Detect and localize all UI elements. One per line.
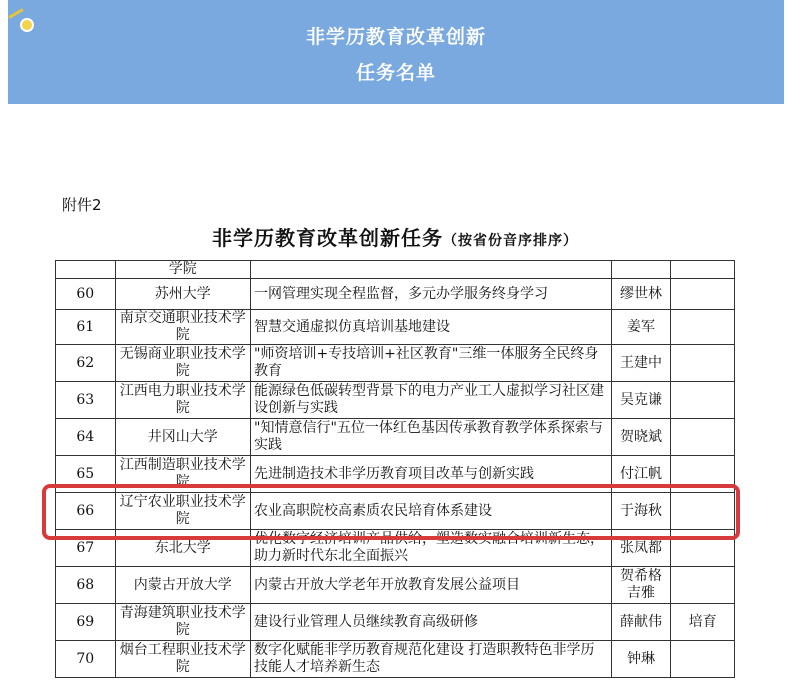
cell-number: 61 <box>56 310 116 345</box>
title-subtitle: （按省份音序排序） <box>443 233 578 249</box>
table-row <box>56 456 735 493</box>
cell-school: 井冈山大学 <box>115 419 250 456</box>
cell-number: 69 <box>56 604 116 641</box>
cell-number: 66 <box>56 493 116 530</box>
cell-person: 姜军 <box>611 310 671 345</box>
cell-person: 付江帆 <box>611 456 671 493</box>
cell-number: 60 <box>56 279 116 310</box>
cell-number: 65 <box>56 456 116 493</box>
cell-note <box>671 419 735 456</box>
cell-school: 苏州大学 <box>115 279 250 310</box>
cell-task: "师资培训+专技培训+社区教育"三维一体服务全民终身教育 <box>251 345 612 382</box>
cell-number: 67 <box>56 530 116 567</box>
cell-school: 烟台工程职业技术学院 <box>115 641 250 678</box>
table-row <box>56 419 735 456</box>
table-row <box>56 493 735 530</box>
cell-school: 南京交通职业技术学院 <box>115 310 250 345</box>
cell-note <box>671 261 735 279</box>
cell-note <box>671 567 735 604</box>
table-row <box>56 345 735 382</box>
cell-number: 68 <box>56 567 116 604</box>
cell-note <box>671 382 735 419</box>
cell-task: 建设行业管理人员继续教育高级研修 <box>251 604 612 641</box>
cell-note <box>671 310 735 345</box>
table-row <box>56 567 735 604</box>
cell-person: 钟琳 <box>611 641 671 678</box>
task-table <box>55 260 735 678</box>
cell-number: 64 <box>56 419 116 456</box>
cell-number: 63 <box>56 382 116 419</box>
cell-note <box>671 279 735 310</box>
cell-task: 先进制造技术非学历教育项目改革与创新实践 <box>251 456 612 493</box>
table-row <box>56 310 735 345</box>
header-banner <box>8 0 784 104</box>
cell-person: 王建中 <box>611 345 671 382</box>
table-row <box>56 604 735 641</box>
cell-number: 70 <box>56 641 116 678</box>
task-table-container <box>55 261 735 688</box>
cell-note <box>671 493 735 530</box>
cell-task: 智慧交通虚拟仿真培训基地建设 <box>251 310 612 345</box>
cell-task: 农业高职院校高素质农民培育体系建设 <box>251 493 612 530</box>
table-row <box>56 279 735 310</box>
cell-note <box>671 641 735 678</box>
cell-person: 贺晓斌 <box>611 419 671 456</box>
cell-school: 辽宁农业职业技术学院 <box>115 493 250 530</box>
table-row <box>56 382 735 419</box>
banner-title-line1: 非学历教育改革创新 <box>305 26 486 48</box>
cell-task: 内蒙古开放大学老年开放教育发展公益项目 <box>251 567 612 604</box>
cell-school: 青海建筑职业技术学院 <box>115 604 250 641</box>
cell-note: 培育 <box>671 604 735 641</box>
cell-task: 一网管理实现全程监督，多元办学服务终身学习 <box>251 279 612 310</box>
document-title <box>0 222 790 251</box>
cell-task: "知情意信行"五位一体红色基因传承教育教学体系探索与实践 <box>251 419 612 456</box>
cell-task <box>251 261 612 279</box>
table-row <box>56 530 735 567</box>
cell-person: 于海秋 <box>611 493 671 530</box>
cell-person: 缪世林 <box>611 279 671 310</box>
table-row <box>56 641 735 678</box>
cell-school: 东北大学 <box>115 530 250 567</box>
cell-school: 江西电力职业技术学院 <box>115 382 250 419</box>
cell-person: 薛献伟 <box>611 604 671 641</box>
title-main: 非学历教育改革创新任务 <box>212 226 443 250</box>
banner-title-line2: 任务名单 <box>355 62 436 84</box>
cell-task: 优化数字经济培训产品供给，塑造数实融合培训新生态，助力新时代东北全面振兴 <box>251 530 612 567</box>
attachment-label: 附件2 <box>62 196 102 214</box>
pin-decoration <box>8 8 23 19</box>
cell-note <box>671 345 735 382</box>
cell-note <box>671 530 735 567</box>
cell-number: 62 <box>56 345 116 382</box>
cell-school: 内蒙古开放大学 <box>115 567 250 604</box>
cell-number <box>56 261 116 279</box>
cell-task: 能源绿色低碳转型背景下的电力产业工人虚拟学习社区建设创新与实践 <box>251 382 612 419</box>
cell-note <box>671 456 735 493</box>
cell-person <box>611 261 671 279</box>
cell-school: 学院 <box>115 261 250 279</box>
cell-person: 张凤都 <box>611 530 671 567</box>
table-row <box>56 261 735 279</box>
cell-school: 江西制造职业技术学院 <box>115 456 250 493</box>
cell-task: 数字化赋能非学历教育规范化建设 打造职教特色非学历技能人才培养新生态 <box>251 641 612 678</box>
cell-person: 吴克谦 <box>611 382 671 419</box>
cell-person: 贺希格吉雅 <box>611 567 671 604</box>
cell-school: 无锡商业职业技术学院 <box>115 345 250 382</box>
